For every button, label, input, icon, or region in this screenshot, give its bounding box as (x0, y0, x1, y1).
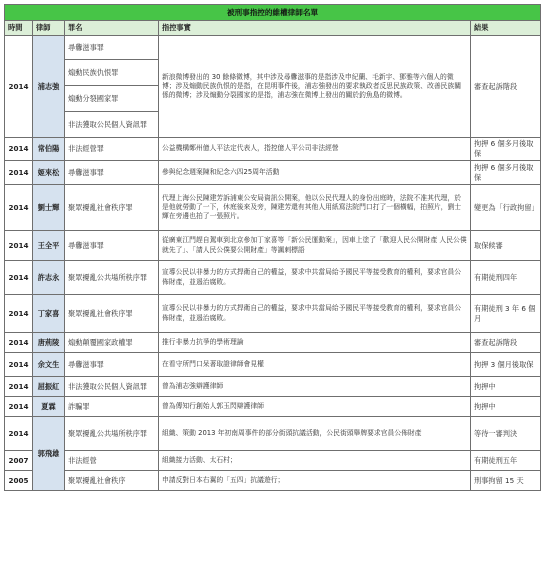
charge-cell: 尋釁滋事罪 (65, 36, 159, 60)
table-row (5, 185, 541, 231)
year-cell: 2014 (5, 185, 33, 231)
charge-cell: 聚眾擾亂社會秩序罪 (65, 295, 159, 333)
header-time: 時間 (5, 21, 33, 36)
lawyer-table-container (4, 4, 540, 491)
fact-cell: 公益機構鄭州億人平法定代表人，指控億人平公司非法經營 (159, 138, 471, 161)
lawyer-cell: 許志永 (33, 261, 65, 295)
fact-cell: 組織接力活動、太石村； (159, 451, 471, 471)
lawyer-cell: 常伯陽 (33, 138, 65, 161)
result-cell: 刑事拘留 15 天 (471, 471, 541, 491)
lawyer-cell: 屈振紅 (33, 377, 65, 397)
year-cell: 2014 (5, 377, 33, 397)
fact-cell: 宣導公民以非暴力的方式捍衛自己的權益，要求中共當局給予國民平等接受教育的權利，要求官員公佈財產，並遏治腐敗。 (159, 261, 471, 295)
year-cell: 2014 (5, 397, 33, 417)
result-cell: 拘押中 (471, 377, 541, 397)
result-cell: 取保候審 (471, 231, 541, 261)
header-result: 結果 (471, 21, 541, 36)
charge-cell: 尋釁滋事罪 (65, 231, 159, 261)
table-row (5, 161, 541, 185)
charge-cell: 煽動分裂國家罪 (65, 86, 159, 112)
result-cell: 拘押 6 個多月後取保 (471, 138, 541, 161)
fact-cell: 申請反對日本右翼的「五四」抗議遊行； (159, 471, 471, 491)
table-row (5, 231, 541, 261)
fact-cell: 代理上海公民陳建芳訴浦東公安局資訊公開案，他以公民代理人的身份出庭時，法院不准其代理，於是他就勞動了一下，休庭後來及旁，陳建芳還有其他人用紙寫法院門口打了一個橫幅，拍照片，劉士輝在旁邊也拍了一張照片。 (159, 185, 471, 231)
charge-cell: 非法經營罪 (65, 138, 159, 161)
lawyer-cell: 浦志強 (33, 36, 65, 138)
lawyer-cell: 郭飛雄 (33, 417, 65, 491)
lawyer-table (4, 4, 541, 491)
table-row (5, 397, 541, 417)
table-row (5, 261, 541, 295)
lawyer-cell: 劉士輝 (33, 185, 65, 231)
lawyer-cell: 姬來松 (33, 161, 65, 185)
lawyer-cell: 丁家喜 (33, 295, 65, 333)
result-cell: 拘押 6 個多月後取保 (471, 161, 541, 185)
charge-cell: 煽動顛覆國家政權罪 (65, 333, 159, 353)
header-lawyer: 律師 (33, 21, 65, 36)
fact-cell: 組織、策動 2013 年初南周事件的部分街頭抗議活動，公民街頭舉牌要求官員公佈財產 (159, 417, 471, 451)
result-cell: 審查起訴階段 (471, 333, 541, 353)
fact-cell: 宣導公民以非暴力的方式捍衛自己的權益，要求中共當局給予國民平等接受教育的權利，要求官員公佈財產，並遏治腐敗。 (159, 295, 471, 333)
lawyer-cell: 唐荊陵 (33, 333, 65, 353)
table-row (5, 295, 541, 333)
year-cell: 2005 (5, 471, 33, 491)
charge-cell: 聚眾擾亂公共場所秩序罪 (65, 417, 159, 451)
result-cell: 等待一審判決 (471, 417, 541, 451)
fact-cell: 從廣東江門趕自駕車到北京參加丁家喜等「新公民運動案」，因車上塗了「歡迎人民公開財產 人民公僕就先了」、「請人民公僕要公開財產」等諷刺標語 (159, 231, 471, 261)
charge-cell: 尋釁滋事罪 (65, 161, 159, 185)
table-row (5, 333, 541, 353)
result-cell: 拘押中 (471, 397, 541, 417)
lawyer-cell: 王全平 (33, 231, 65, 261)
table-row (5, 451, 541, 471)
charge-cell: 詐騙罪 (65, 397, 159, 417)
table-row (5, 377, 541, 397)
result-cell: 審查起訴階段 (471, 36, 541, 138)
table-row (5, 471, 541, 491)
table-row (5, 417, 541, 451)
fact-cell: 曾為傳知行創始人郭玉閃辯護律師 (159, 397, 471, 417)
table-row (5, 36, 541, 60)
result-cell: 拘押 3 個月後取保 (471, 353, 541, 377)
year-cell: 2014 (5, 353, 33, 377)
charge-cell: 聚眾擾亂社會秩序罪 (65, 185, 159, 231)
charge-cell: 聚眾擾亂公共場所秩序罪 (65, 261, 159, 295)
header-charge: 罪名 (65, 21, 159, 36)
result-cell: 有期徒刑五年 (471, 451, 541, 471)
year-cell: 2014 (5, 231, 33, 261)
fact-cell: 在看守所門口呆著取證律師會見權 (159, 353, 471, 377)
lawyer-cell: 余文生 (33, 353, 65, 377)
year-cell: 2014 (5, 161, 33, 185)
charge-cell: 煽動民族仇恨罪 (65, 60, 159, 86)
table-row (5, 353, 541, 377)
lawyer-cell: 夏霖 (33, 397, 65, 417)
result-cell: 有期徒刑四年 (471, 261, 541, 295)
year-cell: 2007 (5, 451, 33, 471)
table-row (5, 138, 541, 161)
year-cell: 2014 (5, 36, 33, 138)
fact-cell: 曾為浦志強辯護律師 (159, 377, 471, 397)
charge-cell: 非法經營 (65, 451, 159, 471)
fact-cell: 新浪微博發出的 30 餘條微博，其中涉及尋釁滋事的是指涉及申紀蘭、毛新宇、鄧雅等六個人的微博；涉及煽動民族仇恨的是指，在昆明事件後，浦志強發出的要求執政者反思民族政策、改善民族關係的微博；涉及煽動分裂國家的是指，浦志強在微博上發出的關於釣魚島的微博。 (159, 36, 471, 138)
fact-cell: 推行非暴力抗爭的學術理論 (159, 333, 471, 353)
charge-cell: 非法獲取公民個人資訊罪 (65, 377, 159, 397)
header-fact: 指控事實 (159, 21, 471, 36)
year-cell: 2014 (5, 138, 33, 161)
result-cell: 有期徒刑 3 年 6 個月 (471, 295, 541, 333)
charge-cell: 非法獲取公民個人資訊罪 (65, 112, 159, 138)
year-cell: 2014 (5, 261, 33, 295)
charge-cell: 尋釁滋事罪 (65, 353, 159, 377)
fact-cell: 參與紀念週案陳和紀念六四25周年活動 (159, 161, 471, 185)
year-cell: 2014 (5, 333, 33, 353)
table-title: 被刑事指控的維權律師名單 (5, 5, 541, 21)
year-cell: 2014 (5, 417, 33, 451)
result-cell: 變更為「行政拘留」 (471, 185, 541, 231)
charge-cell: 聚眾擾亂社會秩序 (65, 471, 159, 491)
year-cell: 2014 (5, 295, 33, 333)
